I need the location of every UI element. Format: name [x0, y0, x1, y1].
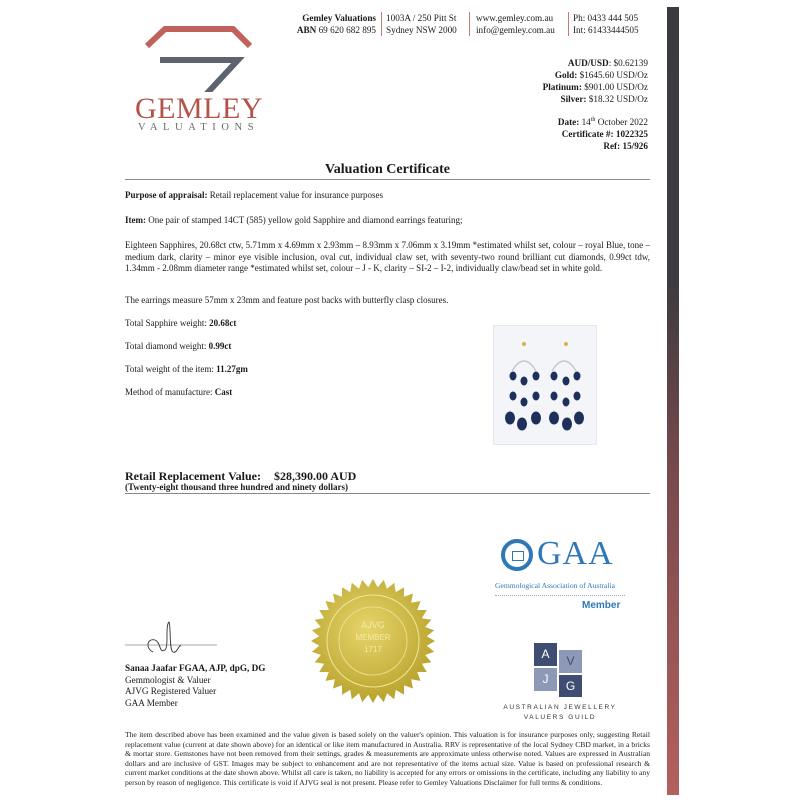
measurements: The earrings measure 57mm x 23mm and feature post backs with butterfly clasp closures. [125, 295, 449, 305]
intl-phone-number: Int: 61433444505 [573, 25, 639, 35]
disclaimer: The item described above has been examined and the value given is based solely on the valuer's opinion. This valuation is for insurance purposes only, suggesting Retail replacement value (current at date shown above) for an identical or like item manufactured in Australia. RRV is representative of the local Sydney CBD market, in a bricks & mortar store. Gemstones have not been removed from their settings, grades & measurements are approximate unless otherwise noted. Values are expressed in Australian dollars and are inclusive of GST. Images may be subject to enhancement and are not representative of the items actual size. Value is based on professional research & current market conditions at the date shown above. Whilst all care is taken, no liability is accepted for any errors or omissions in the certificate, including any liability to any person by reason of negligence. This certificate is void if AJVG seal is not present. Please refer to Gemley Valuations Disclaimer for full terms & conditions. [125, 730, 650, 787]
ajvg-caption-line: VALUERS GUILD [523, 714, 597, 721]
address-line-2: Sydney NSW 2000 [386, 25, 457, 35]
signatory-name: Sanaa Jaafar FGAA, AJP, dpG, DG [125, 663, 266, 673]
purpose-value: Retail replacement value for insurance purposes [207, 190, 383, 200]
header-divider [381, 12, 382, 36]
earrings-photo [493, 325, 597, 445]
signature [125, 620, 225, 660]
ajvg-logo [534, 643, 584, 697]
email-link[interactable]: info@gemley.com.au [476, 25, 555, 35]
seal-text: MEMBER [355, 633, 391, 642]
item-line [125, 215, 650, 227]
logo-subtitle: VALUATIONS [138, 122, 260, 133]
abn-label: ABN [296, 25, 317, 35]
company-info [285, 12, 376, 36]
metal-rates [543, 57, 648, 105]
retail-value-words: (Twenty-eight thousand three hundred and ninety dollars) [125, 482, 349, 492]
rate-label: AUD/USD [567, 58, 609, 68]
spec-row [125, 387, 475, 399]
side-accent-bar [667, 7, 679, 795]
ref-label: Ref: [603, 141, 621, 152]
seal-text: 1717 [364, 645, 382, 654]
spec-row [125, 364, 475, 376]
spec-label: Method of manufacture: [125, 387, 215, 397]
spec-row [125, 341, 475, 353]
rate-row [543, 93, 648, 105]
header-divider [469, 12, 470, 36]
diamond-logo-icon [135, 22, 265, 92]
purpose-label: Purpose of appraisal: [125, 190, 208, 200]
item-label: Item: [125, 215, 146, 225]
rate-row [543, 69, 648, 81]
spec-value: 0.99ct [208, 341, 232, 351]
gemley-logo [135, 22, 265, 134]
item-value: One pair of stamped 14CT (585) yellow gold Sapphire and diamond earrings featuring; [146, 215, 463, 225]
certificate-meta [558, 114, 648, 152]
company-name: Gemley Valuations [302, 13, 376, 23]
rate-row [543, 81, 648, 93]
company-address [386, 12, 457, 36]
signatory-block [125, 663, 265, 709]
ajvg-caption-line: AUSTRALIAN JEWELLERY [503, 704, 617, 711]
title-rule [125, 179, 650, 180]
seal-text: AJVG [361, 620, 385, 630]
signatory-title: Gemmologist & Valuer [125, 674, 211, 685]
date-label: Date: [557, 117, 580, 128]
certificate-label: Certificate #: [561, 129, 614, 140]
ajvg-letter: A [534, 643, 557, 666]
rate-value: $1645.60 USD/Oz [577, 70, 648, 80]
certificate-number: 1022325 [613, 129, 648, 140]
rate-value: $901.00 USD/Oz [581, 82, 648, 92]
ref-number: 15/926 [620, 141, 648, 152]
spec-value: 20.68ct [209, 318, 237, 328]
purpose-line [125, 190, 650, 202]
retail-value-label: Retail Replacement Value: [125, 469, 261, 483]
header-divider [568, 12, 569, 36]
company-phone [573, 12, 639, 36]
spec-value: Cast [214, 387, 233, 397]
abn-number: 69 620 682 895 [318, 25, 376, 35]
ajvg-letter: V [559, 650, 582, 673]
signatory-title: GAA Member [125, 697, 178, 708]
spec-label: Total Sapphire weight: [125, 318, 210, 328]
date-suffix: th [590, 117, 596, 123]
gaa-emblem-icon [501, 539, 533, 571]
ajvg-letter: G [559, 675, 582, 697]
rate-value: $18.32 USD/Oz [586, 94, 648, 104]
rate-value: : $0.62139 [608, 58, 648, 68]
gaa-member-label: Member [582, 600, 621, 611]
gaa-abbr: GAA [537, 535, 614, 572]
earrings-image [494, 326, 596, 444]
spec-row [125, 318, 475, 330]
rate-label: Silver: [560, 94, 587, 104]
spec-label: Total weight of the item: [125, 364, 217, 374]
gaa-full-name: Gemmological Association of Australia [495, 581, 616, 590]
value-rule [125, 493, 650, 494]
website-link[interactable]: www.gemley.com.au [476, 13, 554, 23]
company-web [476, 12, 555, 36]
ajvg-seal [310, 578, 436, 704]
retail-value-amount: $28,390.00 AUD [273, 469, 357, 483]
spec-label: Total diamond weight: [125, 341, 209, 351]
date-rest: October 2022 [595, 117, 648, 128]
signatory-title: AJVG Registered Valuer [125, 686, 217, 696]
spec-value: 11.27gm [216, 364, 248, 374]
address-line-1: 1003A / 250 Pitt St [386, 13, 457, 23]
logo-wordmark: GEMLEY [135, 92, 263, 125]
date-day: 14 [579, 117, 591, 128]
item-description: Eighteen Sapphires, 20.68ct ctw, 5.71mm x 4.69mm x 2.93mm – 8.93mm x 7.06mm x 3.19mm *estimated whilst set, colour – royal Blue, tone – medium dark, clarity – minor eye visible inclusion, oval cut, individual claw set, with seventy-two round brilliant cut diamonds, 0.99ct tdw, 1.34mm - 2.08mm diameter range *estimated whilst set, colour – J - K, clarity – SI-2 – I-2, individually claw/bead set in white gold. [125, 240, 650, 274]
ajvg-caption [500, 703, 620, 723]
rate-label: Gold: [554, 70, 578, 80]
rate-label: Platinum: [542, 82, 582, 92]
ajvg-letter: J [534, 668, 557, 691]
phone-number: Ph: 0433 444 505 [573, 13, 639, 23]
rate-row [543, 57, 648, 69]
page-title: Valuation Certificate [324, 162, 451, 177]
